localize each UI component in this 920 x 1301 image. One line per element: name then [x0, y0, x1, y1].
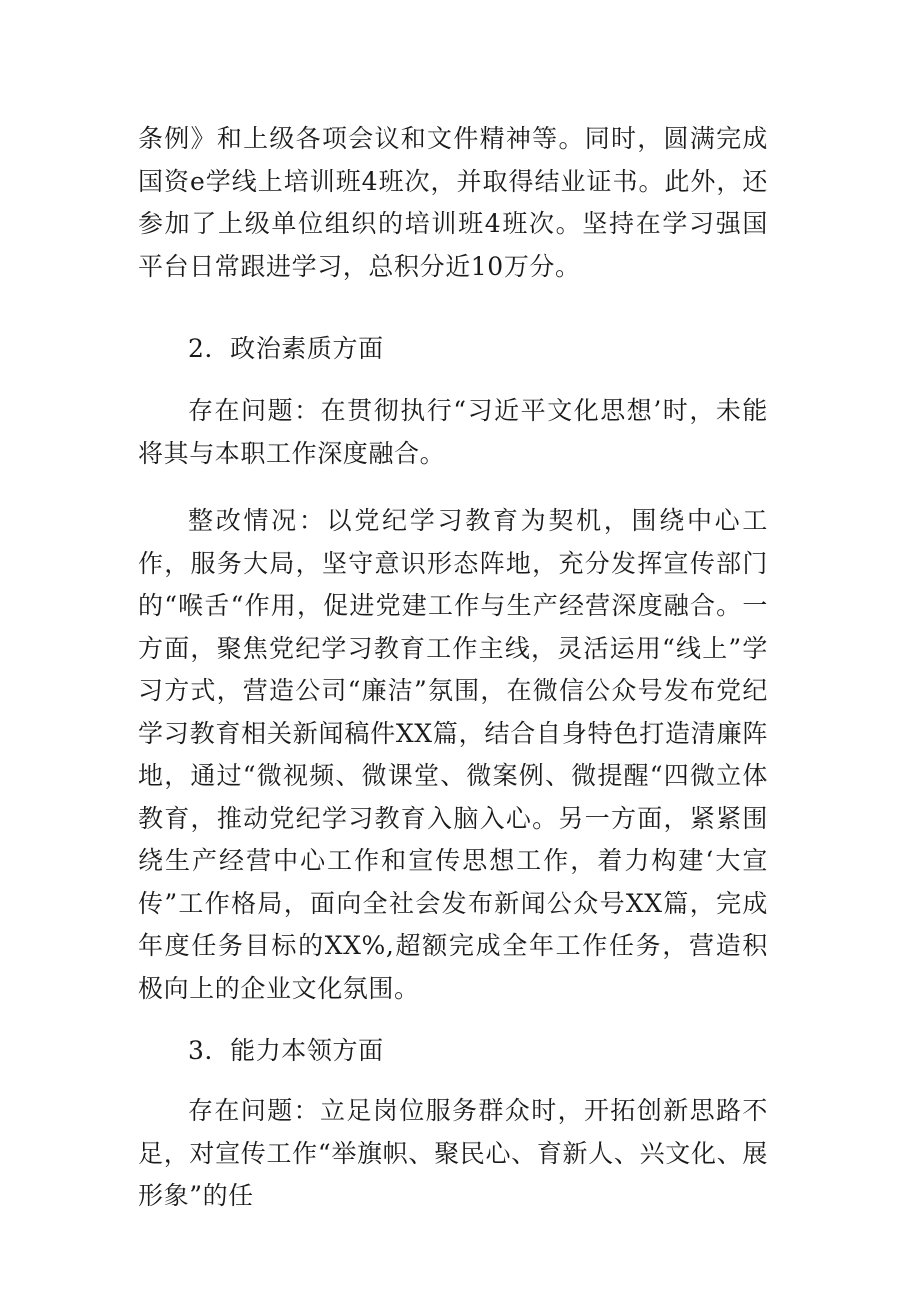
paragraph-problem-political: 存在问题：在贯彻执行“习近平文化思想’时，未能将其与本职工作深度融合。: [138, 396, 768, 468]
section-heading-political-quality: 2．政治素质方面: [188, 334, 384, 363]
paragraph-problem-capability: 存在问题：立足岗位服务群众时，开拓创新思路不足，对宣传工作“举旗帜、聚民心、育新人、兴文化、展形象”的任: [138, 1096, 768, 1210]
paragraph-rectification: 整改情况：以党纪学习教育为契机，围绕中心工作，服务大局，坚守意识形态阵地，充分发挥宣传部门的“喉舌“作用，促进党建工作与生产经营深度融合。一方面，聚焦党纪学习教育工作主线，灵活运用“线上”学习方式，营造公司“廉洁”氛围，在微信公众号发布党纪学习教育相关新闻稿件XX篇，结合自身特色打造清廉阵地，通过“微视频、微课堂、微案例、微提醒“四微立体教育，推动党纪学习教育入脑入心。另一方面，紧紧围绕生产经营中心工作和宣传思想工作，着力构建‘大宣传”工作格局，面向全社会发布新闻公众号XX篇，完成年度任务目标的XX%,超额完成全年工作任务，营造积极向上的企业文化氛围。: [138, 506, 768, 1003]
section-heading-capability: 3．能力本领方面: [188, 1036, 384, 1065]
paragraph-training-summary: 条例》和上级各项会议和文件精神等。同时，圆满完成国资e学线上培训班4班次，并取得结业证书。此外，还参加了上级单位组织的培训班4班次。坚持在学习强国平台日常跟进学习，总积分近10万分。: [138, 124, 768, 281]
